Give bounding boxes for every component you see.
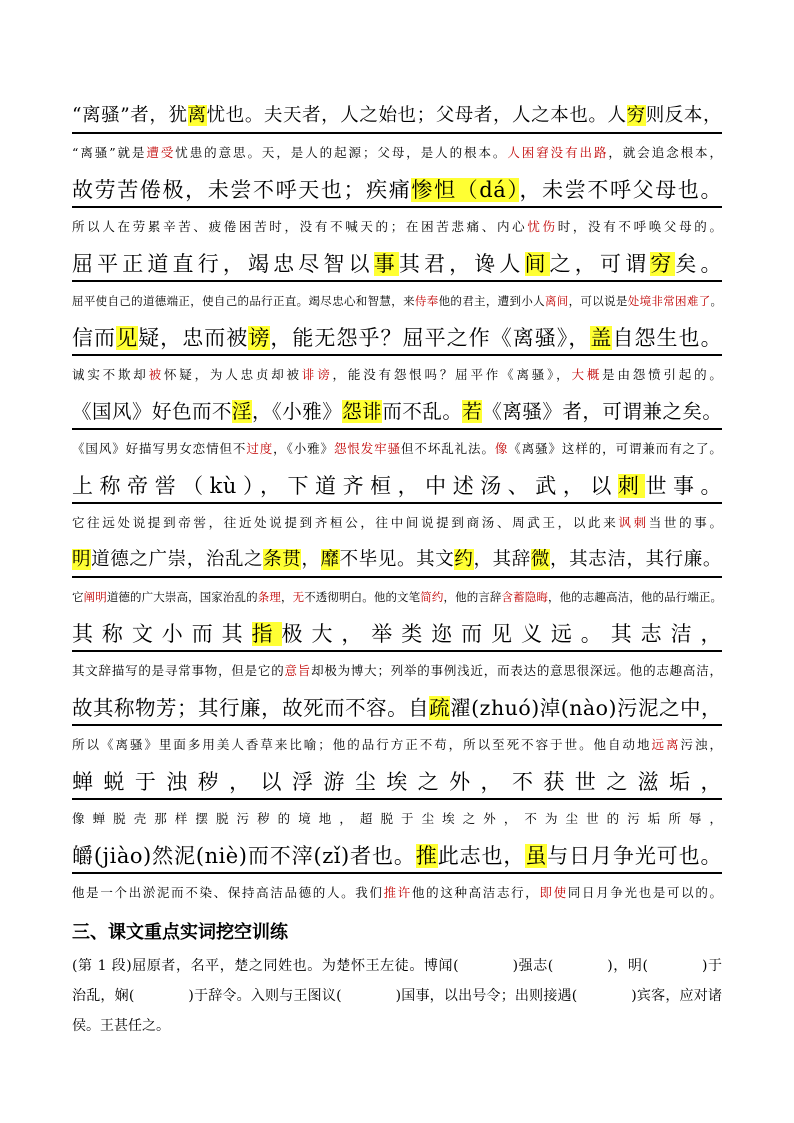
translation-text: “离骚”就是 [72, 145, 147, 160]
original-text: ，能无怨乎？屈平之作《离骚》， [270, 326, 591, 350]
original-text-line [72, 470, 722, 504]
exercise-text: 侯。王甚任之。 [72, 1018, 170, 1034]
highlighted-keyword: 见 [116, 326, 139, 350]
translation-text: 它 [72, 590, 84, 604]
translation-text: 当世的事。 [648, 515, 722, 530]
original-text: 之，可谓 [549, 252, 651, 276]
highlighted-keyword: 约 [454, 549, 474, 570]
translation-text: 但不坏乱礼法。 [401, 441, 495, 456]
translation-text: 他是一个出淤泥而不染、保持高洁品德的人。我们 [72, 885, 384, 900]
passage-pair [72, 248, 722, 312]
original-text: ， [301, 549, 321, 570]
exercise-text: 治乱，娴( [72, 988, 135, 1004]
translated-keyword: 无 [292, 590, 305, 604]
highlighted-keyword: 事 [373, 252, 399, 276]
translation-text: ，可以说是 [568, 294, 628, 308]
original-text: 极大，举类迩而见义远。其志洁， [281, 622, 723, 646]
highlighted-keyword: 推 [415, 844, 438, 868]
translated-keyword: 远离 [651, 737, 681, 752]
translated-keyword: 大概 [571, 367, 603, 382]
original-text: 故其称物芳；其行廉，故死而不容。自 [72, 696, 430, 720]
translated-keyword: 遭受 [146, 145, 176, 160]
translated-keyword: 侍奉 [414, 294, 439, 308]
highlighted-keyword: 穷 [650, 252, 676, 276]
original-text: 此志也， [437, 844, 526, 868]
highlighted-keyword: 条贯 [263, 549, 302, 570]
original-text: 则反本， [645, 105, 722, 126]
translation-text: 《离骚》这样的，可谓兼而有之了。 [508, 441, 722, 456]
translation-text: 诚实不欺却 [72, 367, 149, 382]
translation-text: ，《小雅》 [273, 441, 334, 456]
highlighted-keyword: 惨怛（dá） [411, 178, 520, 202]
passage-pair [72, 470, 722, 534]
original-text: ，其辞 [473, 549, 531, 570]
exercise-text: )于辞令。入则与王图议( [188, 988, 342, 1004]
original-text-line [72, 544, 722, 578]
exercise-text: )宾客，应对诸 [631, 988, 722, 1004]
original-text: 上称帝喾（kù），下道齐桓，中述汤、武，以 [72, 474, 618, 498]
highlighted-keyword: 靡 [320, 549, 340, 570]
translated-keyword: 怨恨发牢骚 [333, 441, 401, 456]
original-text-line [72, 396, 722, 430]
original-text: 屈平正道直行，竭忠尽智以 [72, 252, 374, 276]
translation-text: ，他的志趣高洁，他的品行端正。 [547, 590, 723, 604]
highlighted-keyword: 谤 [248, 326, 271, 350]
translation-line [72, 142, 722, 164]
exercise-text: (第 1 段)屈原者，名平，楚之同姓也。为楚怀王左徒。博闻( [72, 958, 459, 974]
original-text: 忧也。夫天者，人之始也；父母者，人之本也。人 [206, 105, 627, 126]
highlighted-keyword: 微 [530, 549, 550, 570]
translation-text: 忧患的意思。天，是人的起源；父母，是人的根本。 [175, 145, 508, 160]
translation-text: ，就会追念根本， [608, 145, 722, 160]
original-text-line [72, 618, 722, 652]
original-text: ，《小雅》 [252, 400, 343, 423]
translated-keyword: 诽谤 [301, 367, 333, 382]
translation-line [72, 808, 722, 830]
translation-text: 同日月争光也是可以的。 [567, 885, 722, 900]
passage-pair [72, 840, 722, 904]
original-text-line [72, 248, 722, 282]
passage-pair [72, 618, 722, 682]
passage-pair [72, 174, 722, 238]
original-text: 皭(jiào)然泥(niè)而不滓(zǐ)者也。 [72, 844, 416, 868]
original-text: 矣。 [675, 252, 723, 276]
original-text-line [72, 766, 722, 800]
translation-text: 所以人在劳累辛苦、疲倦困苦时，没有不喊天的；在困苦悲痛、内心 [72, 219, 528, 234]
highlighted-keyword: 刺 [617, 474, 646, 498]
passage-pair [72, 544, 722, 608]
passage-pair [72, 396, 722, 460]
original-text: ，其志洁，其行廉。 [549, 549, 722, 570]
translation-line [72, 216, 722, 238]
translation-text: 道德的广大崇高，国家治乱的 [106, 590, 258, 604]
highlighted-keyword: 淫 [232, 400, 253, 423]
translated-keyword: 含蓄隐晦 [501, 590, 548, 604]
original-text: 蝉蜕于浊秽，以浮游尘埃之外，不获世之滋垢， [72, 770, 722, 794]
exercise-text: )于 [701, 958, 722, 974]
original-text: 道德之广崇，治乱之 [91, 549, 264, 570]
passage-pair [72, 692, 722, 756]
exercise-line-1 [72, 952, 722, 980]
original-text-line [72, 840, 722, 874]
translation-text: 不透彻明白。他的文笔 [304, 590, 421, 604]
original-text-line [72, 174, 722, 208]
translation-text: 。 [710, 294, 723, 308]
original-text: 其称文小而其 [72, 622, 252, 646]
original-text: 《国风》好色而不 [72, 400, 233, 423]
original-text-line [72, 322, 722, 356]
translation-line [72, 882, 722, 904]
original-text-line [72, 100, 722, 134]
translation-text: 其文辞描写的是寻常事物，但是它的 [72, 663, 285, 678]
exercise-text: )，明( [607, 958, 648, 974]
translated-keyword: 条理 [257, 590, 281, 604]
section-title: 三、课文重点实词挖空训练 [72, 922, 288, 943]
translated-keyword: 离间 [544, 294, 569, 308]
translation-text: 他的这种高洁志行， [411, 885, 540, 900]
translation-text: 《国风》好描写男女恋情但不 [72, 441, 247, 456]
translated-keyword: 讽刺 [618, 515, 649, 530]
original-text: 不毕见。其文 [339, 549, 455, 570]
translation-text: 屈平使自己的道德端正，使自己的品行正直。竭尽忠心和智慧，来 [72, 294, 415, 308]
exercise-line-3 [72, 1012, 722, 1040]
original-text: 自怨生也。 [612, 326, 723, 350]
highlighted-keyword: 间 [524, 252, 550, 276]
passage-pair [72, 322, 722, 386]
translated-keyword: 处境非常困难了 [627, 294, 711, 308]
translation-text: 他的君主，遭到小人 [438, 294, 545, 308]
translated-keyword: 阐明 [83, 590, 107, 604]
translated-keyword: 即使 [539, 885, 568, 900]
translated-keyword: 人困窘没有出路 [507, 145, 609, 160]
passage-pair [72, 100, 722, 164]
translation-text: 时，没有不呼唤父母的。 [557, 219, 722, 234]
exercise-line-2 [72, 982, 722, 1010]
translated-keyword: 被 [148, 367, 164, 382]
translation-text: 污浊， [680, 737, 722, 752]
translated-keyword: 简约 [420, 590, 444, 604]
original-text: 其君，谗人 [398, 252, 525, 276]
highlighted-keyword: 盖 [590, 326, 613, 350]
translation-line [72, 364, 722, 386]
translated-keyword: 过度 [246, 441, 274, 456]
translated-keyword: 推许 [383, 885, 412, 900]
highlighted-keyword: 离 [187, 105, 207, 126]
translation-line [72, 660, 722, 682]
translation-line [72, 438, 722, 460]
translation-line [72, 734, 722, 756]
highlighted-keyword: 指 [251, 622, 282, 646]
original-text: 濯(zhuó)淖(nào)污泥之中， [450, 696, 723, 720]
highlighted-keyword: 疏 [429, 696, 451, 720]
highlighted-keyword: 穷 [626, 105, 646, 126]
translation-text: 是由怨愤引起的。 [602, 367, 722, 382]
original-text: 与日月争光可也。 [547, 844, 723, 868]
translation-text: 所以《离骚》里面多用美人香草来比喻；他的品行方正不苟，所以至死不容于世。他自动地 [72, 737, 652, 752]
original-text: ，未尝不呼父母也。 [519, 178, 722, 202]
original-text: “离骚”者，犹 [72, 105, 188, 126]
exercise-text: )强志( [512, 958, 554, 974]
original-text: 《离骚》者，可谓兼之矣。 [482, 400, 723, 423]
translation-text: 它往远处说提到帝喾，往近处说提到齐桓公，往中间说提到商汤、周武王，以此来 [72, 515, 619, 530]
translated-keyword: 意旨 [284, 663, 312, 678]
translation-line [72, 512, 722, 534]
exercise-text: )国事，以出号令；出则接遇( [395, 988, 578, 1004]
original-text: 信而 [72, 326, 117, 350]
original-text: 而不乱。 [382, 400, 463, 423]
translation-text: 怀疑，为人忠贞却被 [163, 367, 302, 382]
translation-text: ，能没有怨恨吗？屈平作《离骚》， [332, 367, 572, 382]
translation-line [72, 290, 722, 312]
original-text-line [72, 692, 722, 726]
highlighted-keyword: 怨诽 [342, 400, 383, 423]
original-text: 世事。 [645, 474, 723, 498]
highlighted-keyword: 若 [462, 400, 483, 423]
highlighted-keyword: 明 [72, 549, 92, 570]
translation-text: ，他的言辞 [443, 590, 502, 604]
passage-pair [72, 766, 722, 830]
original-text: 疑，忠而被 [138, 326, 249, 350]
translation-text: ， [280, 590, 293, 604]
translation-text: 像蝉脱壳那样摆脱污秽的境地，超脱于尘埃之外，不为尘世的污垢所辱， [72, 811, 722, 826]
translated-keyword: 像 [494, 441, 509, 456]
translation-text: 却极为博大；列举的事例浅近，而表达的意思很深远。他的志趣高洁， [311, 663, 722, 678]
original-text: 故劳苦倦极，未尝不呼天也；疾痛 [72, 178, 412, 202]
highlighted-keyword: 虽 [525, 844, 548, 868]
translated-keyword: 忧伤 [527, 219, 558, 234]
translation-line [72, 586, 722, 608]
